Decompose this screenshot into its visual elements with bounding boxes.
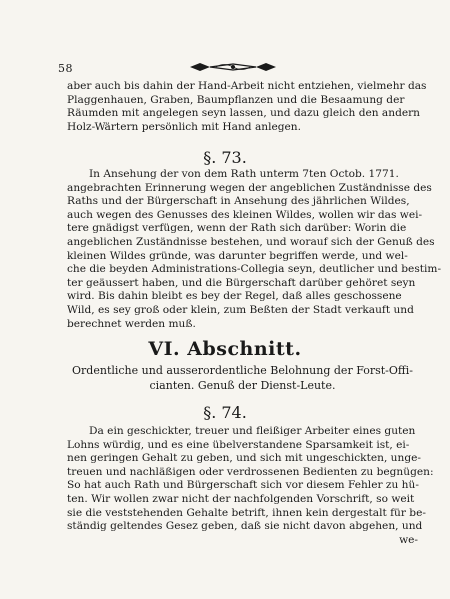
section-74-heading: §. 74. (203, 403, 247, 422)
top-paragraph (67, 80, 427, 134)
text-line: Holz-Wärtern persönlich mit Hand anlegen. (67, 120, 301, 133)
text-line: auch wegen des Genusses des kleinen Wildes, wollen wir das wei- (67, 208, 423, 221)
section-73-paragraph (67, 168, 442, 331)
catchword: we- (399, 533, 418, 546)
text-line: tere gnädigst verfügen, wenn der Rath sich darüber: Worin die (67, 222, 407, 235)
text-line: sie die veststehenden Gehalte betrift, ihnen kein dergestalt für be- (67, 506, 426, 519)
text-line: Plaggenhauen, Graben, Baumpflanzen und die Besaamung der (67, 93, 405, 106)
text-line: ter geäussert haben, und die Bürgerschaft darüber gehöret seyn (67, 276, 416, 289)
text-line: Da ein geschickter, treuer und fleißiger Arbeiter eines guten (89, 425, 416, 437)
text-line: Lohns würdig, und es eine übelverstandene Sparsamkeit ist, ei- (67, 438, 410, 451)
text-line: kleinen Wildes gründe, was darunter begriffen werde, und wel- (67, 249, 408, 262)
text-line: treuen und nachläßigen oder verdrossenen Bedienten zu begnügen: (67, 465, 434, 478)
text-line: In Ansehung der von dem Rath unterm 7ten Octob. 1771. (89, 168, 399, 180)
decorative-ornament (188, 62, 278, 72)
subtitle-line: Ordentliche und ausserordentliche Belohnung der Forst-Offi- (72, 364, 413, 377)
text-line: che die beyden Administrations-Collegia seyn, deutlicher und bestim- (67, 263, 442, 276)
text-line: aber auch bis dahin der Hand-Arbeit nicht entziehen, vielmehr das (67, 80, 427, 92)
text-line: Raths und der Bürgerschaft in Ansehung des jährlichen Wildes, (67, 195, 410, 208)
text-line: nen geringen Gehalt zu geben, und sich mit ungeschickten, unge- (67, 452, 421, 465)
page-number: 58 (58, 62, 73, 75)
subtitle-line: cianten. Genuß der Dienst-Leute. (149, 378, 336, 392)
text-line: berechnet werden muß. (67, 317, 196, 330)
text-line: Wild, es sey groß oder klein, zum Beßten der Stadt verkauft und (67, 303, 414, 316)
text-line: angeblichen Zuständnisse bestehen, und worauf sich der Genuß des (67, 235, 435, 248)
text-line: angebrachten Erinnerung wegen der angeblichen Zuständnisse des (67, 181, 432, 194)
text-line: Räumden mit angelegen seyn lassen, und dazu gleich den andern (67, 107, 421, 120)
chapter-subtitle (67, 364, 418, 393)
text-line: ständig geltendes Gesez geben, daß sie nicht davon abgehen, und (67, 520, 423, 533)
chapter-heading: VI. Abschnitt. (148, 338, 302, 360)
text-line: So hat auch Rath und Bürgerschaft sich vor diesem Fehler zu hü- (67, 479, 419, 492)
text-line: wird. Bis dahin bleibt es bey der Regel, daß alles geschossene (67, 290, 402, 303)
section-73-heading: §. 73. (203, 148, 247, 167)
section-74-paragraph (67, 425, 434, 547)
text-line: ten. Wir wollen zwar nicht der nachfolgenden Vorschrift, so weit (67, 492, 415, 505)
